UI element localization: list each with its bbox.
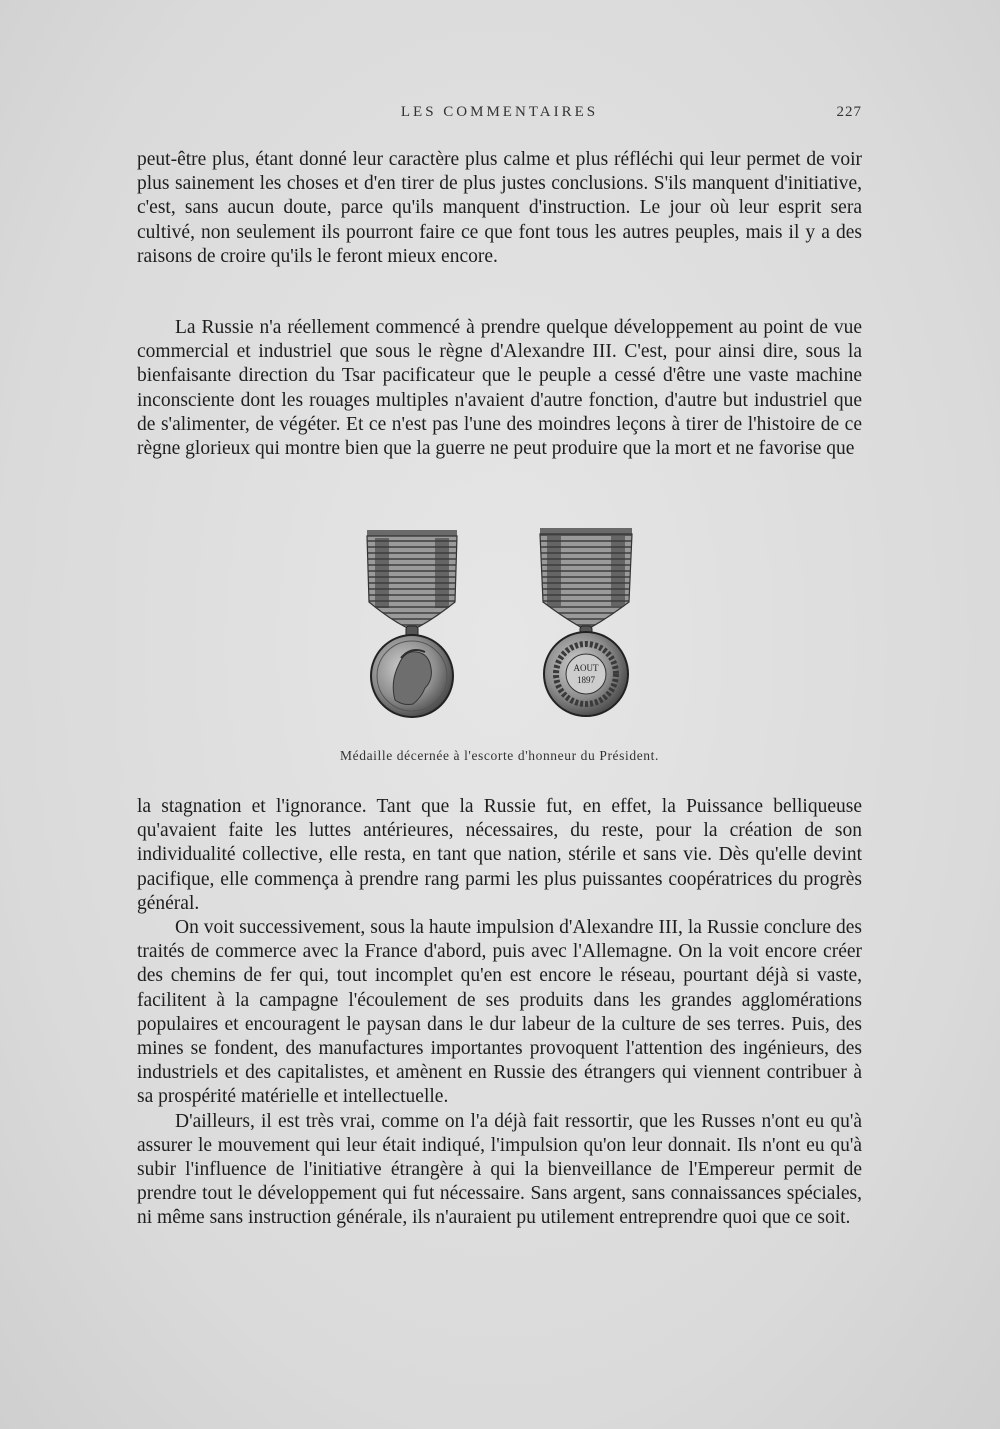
text-block-bottom <box>137 795 862 1231</box>
medal-inscription-line2: 1897 <box>577 675 595 685</box>
paragraph: La Russie n'a réellement commencé à prendre quelque développement au point de vue commercial et industriel que sous le règne d'Alexandre III. C'est, pour ainsi dire, sous la bienfaisante direction du Tsar pacificateur que le peuple a cessé d'être une vaste machine inconsciente dont les rouages multiples n'avaient d'autre fonction, d'autre but industriel que de s'alimenter, de végéter. Et ce n'est pas l'une des moindres leçons à tirer de l'histoire de ce règne glorieux qui montre bien que la guerre ne peut produire que la mort et ne favorise que <box>137 317 862 460</box>
paragraph: peut-être plus, étant donné leur caractère plus calme et plus réfléchi qui leur permet de voir plus sainement les choses et d'en tirer de plus justes conclusions. S'ils manquent d'initiative, c'est, sans aucun doute, parce qu'ils manquent d'instruction. Le jour où leur esprit sera cultivé, non seulement ils pourront faire ce que font tous les autres peuples, mais il y a des raisons de croire qu'ils le feront mieux encore. <box>137 149 862 267</box>
page-number: 227 <box>836 104 862 120</box>
running-title: LES COMMENTAIRES <box>400 104 599 120</box>
paragraph: D'ailleurs, il est très vrai, comme on l'a déjà fait ressortir, que les Russes n'ont eu qu'à assurer le mouvement qui leur était indiqué, l'impulsion qu'on leur donnait. Ils n'ont eu qu'à subir l'influence de l'initiative étrangère à qui la bienveillance de l'Empereur permit de prendre tout le développement qui fut nécessaire. Sans argent, sans connaissances spéciales, ni même sans instruction générale, ils n'auraient pu utilement entreprendre quoi que ce soit. <box>137 1110 862 1229</box>
paragraph: la stagnation et l'ignorance. Tant que la Russie fut, en effet, la Puissance belliqueuse qu'avaient faite les luttes antérieures, nécessaires, du reste, pour la création de son individualité collective, elle resta, en tant que nation, stérile et sans vie. Dès qu'elle devint pacifique, elle commença à prendre rang parmi les plus puissantes coopératrices du progrès général. <box>137 796 862 914</box>
text-block-top-1 <box>137 148 862 269</box>
medal-reverse <box>540 528 632 716</box>
text-block-top-2 <box>137 316 862 461</box>
medal-obverse <box>367 530 457 717</box>
figure-caption: Médaille décernée à l'escorte d'honneur du Président. <box>340 748 659 763</box>
running-head <box>137 104 862 130</box>
paragraph: On voit successivement, sous la haute impulsion d'Alexandre III, la Russie conclure des traités de commerce avec la France d'abord, puis avec l'Allemagne. On la voit encore créer des chemins de fer qui, tout incomplet qu'en est encore le réseau, pourtant déjà si vaste, facilitent à la campagne l'écoulement de ses produits dans les grandes agglomérations populaires et encouragent le paysan dans le dur labeur de la culture de ses terres. Puis, des mines se fondent, des manufactures importantes provoquent l'attention des ingénieurs, des industriels et des capitalistes, et amènent en Russie des étrangers qui viennent contribuer à sa prospérité matérielle et intellectuelle. <box>137 917 862 1108</box>
medal-illustration <box>355 522 645 737</box>
medal-inscription-line1: AOUT <box>573 663 599 673</box>
medals-engraving <box>355 522 645 737</box>
